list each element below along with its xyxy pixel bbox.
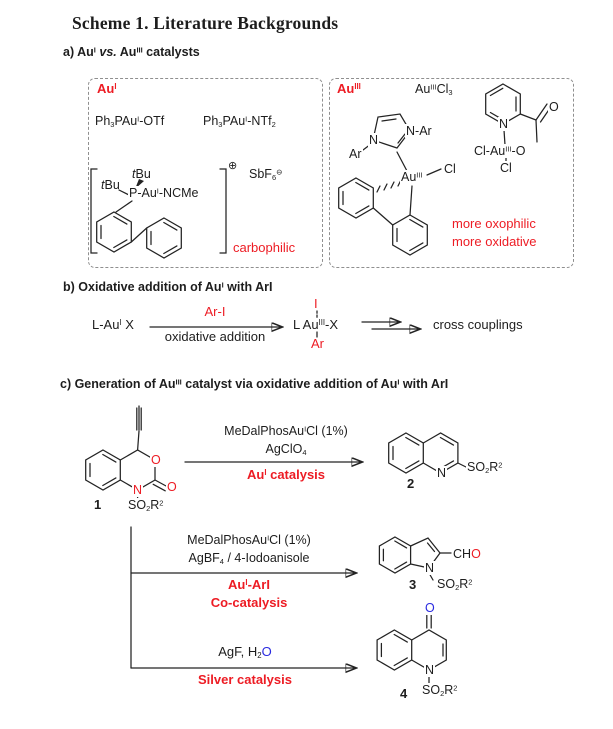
- rxn2-aui-ari-label: $Au^I$-ArI: [228, 577, 270, 592]
- oxophilic-note: more oxophilic: [452, 216, 536, 231]
- compound1-ring-o: O: [151, 453, 161, 467]
- rxn2-reagent2: AgBF$_4$ / 4-Iodoanisole: [188, 551, 310, 566]
- iodide-ligand-label: I: [314, 296, 318, 311]
- carbonyl-o-label: O: [549, 100, 559, 114]
- section-b-heading: b) Oxidative addition of $Au^I$ with ArI: [63, 280, 273, 294]
- rxn2-reagent1: MeDalPhosAu$^I$Cl (1%): [187, 533, 311, 547]
- scheme-title: Scheme 1. Literature Backgrounds: [72, 13, 339, 33]
- ar-left-label: Ar: [349, 147, 362, 161]
- tbu-top-label: tBu: [132, 167, 151, 181]
- reactant-laux: $L-Au^I$ X: [92, 317, 134, 332]
- rxn3-water-o: O: [261, 644, 272, 659]
- rxn3-reagents: [140, 645, 350, 660]
- compound2-n: N: [437, 466, 447, 480]
- aui-label: $Au^I$: [97, 81, 117, 96]
- n-left-label: N: [369, 133, 379, 147]
- compound1-carbonyl-o: O: [167, 480, 177, 494]
- rxn1-aui-catalysis-label: $Au^I$ catalysis: [246, 467, 326, 482]
- formula-ph3pau-otf: $Ph_3PAu^I$-OTf: [95, 114, 165, 129]
- intermediate-lauiiix: L $Au^{III}-X$: [293, 317, 339, 332]
- pyridine-n-label: N: [499, 117, 509, 131]
- compound4-number: 4: [400, 686, 408, 701]
- n-ar-right-label: N-Ar: [406, 124, 432, 138]
- compound1-number: 1: [94, 497, 102, 512]
- compound2-structure: [389, 433, 466, 473]
- nhc-gold-center-label: $Au^{III}$: [401, 170, 423, 184]
- cl-below-label: Cl: [500, 161, 512, 175]
- cl-au-o-label: $Cl-Au^{III}-O$: [474, 144, 526, 158]
- tbu-left-label: tBu: [101, 178, 120, 192]
- rxn2-cocatalysis-label: Co-catalysis: [210, 595, 288, 610]
- cation-charge-symbol: ⊕: [228, 160, 238, 172]
- compound4-structure: [377, 615, 446, 684]
- compound3-cho-o: O: [471, 547, 481, 561]
- compound3-cho-ch: CH: [453, 547, 472, 561]
- compound4-ketone-o: O: [425, 601, 435, 615]
- compound4-n: N: [425, 663, 435, 677]
- phosphine-gold-chain: $P-Au^I$-NCMe: [129, 186, 199, 200]
- compound3-n: N: [425, 561, 435, 575]
- rxn1-reagent1: MeDalPhosAu$^I$Cl (1%): [224, 424, 348, 438]
- compound3-number: 3: [409, 577, 417, 592]
- compound1-so2r2: $SO_2R^2$: [128, 498, 164, 513]
- nhc-chloride-label: Cl: [444, 162, 456, 176]
- compound3-structure: [379, 537, 451, 580]
- rxn1-reagent2: AgClO$_4$: [265, 442, 307, 457]
- carbophilic-note: carbophilic: [233, 240, 296, 255]
- oxidative-note: more oxidative: [452, 234, 537, 249]
- cross-couplings-label: cross couplings: [433, 317, 523, 332]
- aucl3-formula: $Au^{III}Cl_3$: [415, 82, 453, 97]
- compound3-cho-group: [453, 547, 481, 561]
- section-a-heading: a) $Au^I$ vs. $Au^{III}$ catalysts: [63, 45, 200, 59]
- compound4-so2r2: $SO_2R^2$: [422, 683, 458, 698]
- compound2-so2r2: $SO_2R^2$: [467, 460, 503, 475]
- formula-ph3pau-ntf2: $Ph_3PAu^I-NTf_2$: [203, 114, 276, 129]
- section-c-heading: c) Generation of $Au^{III}$ catalyst via oxidative addition of $Au^I$ with ArI: [60, 377, 449, 391]
- counterion-sbf6: SbF$_6$⊖: [249, 167, 283, 182]
- ari-reagent-label: Ar-I: [204, 304, 226, 319]
- compound1-n: N: [133, 483, 143, 497]
- compound3-so2r2: $SO_2R^2$: [437, 577, 473, 592]
- aryl-ligand-label: Ar: [311, 336, 324, 351]
- compound2-number: 2: [407, 476, 415, 491]
- rxn3-agf-h2: AgF, $H_2$: [218, 644, 262, 660]
- auiii-label: $Au^{III}$: [337, 81, 361, 96]
- oxidative-addition-label: oxidative addition: [164, 329, 266, 344]
- rxn3-silver-catalysis-label: Silver catalysis: [198, 672, 292, 687]
